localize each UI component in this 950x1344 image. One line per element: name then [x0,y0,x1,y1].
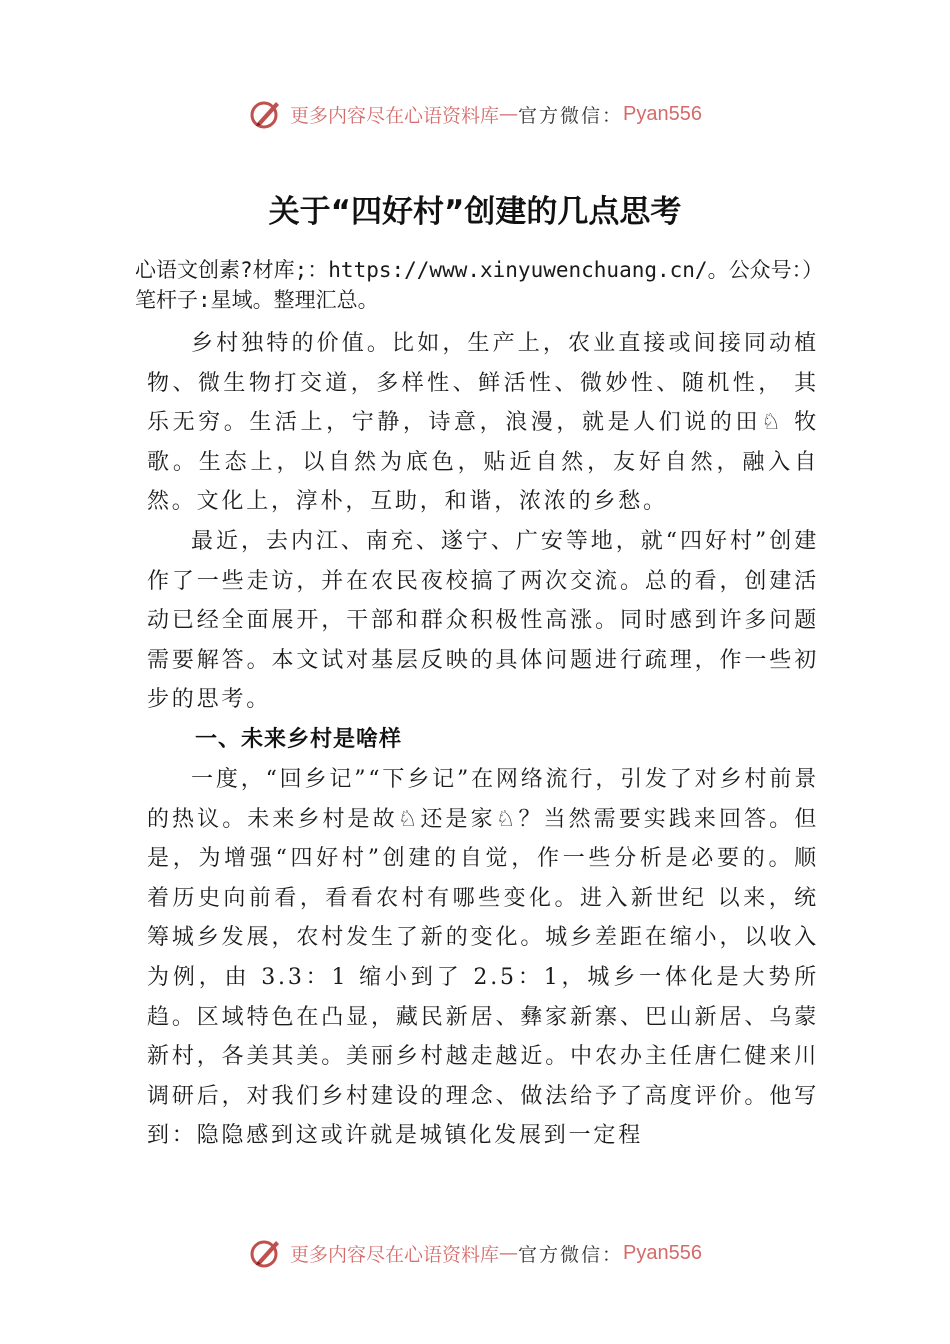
paragraph: 最近，去内江、南充、遂宁、广安等地，就“四好村”创建作了一些走访，并在农民夜校搞了两次交流。总的看，创建活动已经全面展开，干部和群众积极性高涨。同时感到许多问题需要解答。本文试对基层反映的具体问题进行疏理，作一些初步的思考。 [147,528,819,713]
banner-wechat-id: Pyan556 [623,1241,702,1264]
pen-seal-logo-icon [248,1235,284,1271]
page-title: 关于“四好村”创建的几点思考 [268,194,682,230]
document-body [147,324,819,1156]
banner-wechat-label: 官方微信： [518,104,624,127]
pen-seal-logo-icon [248,96,284,132]
banner-separator: — [499,1242,519,1264]
banner-main-text: 更多内容尽在心语资料库 [290,104,500,127]
paragraph: 乡村独特的价值。比如，生产上，农业直接或间接同动植物、微生物打交道，多样性、鲜活性、微妙性、随机性， 其乐无穷。生活上，宁静，诗意，浪漫，就是人们说的田♘ 牧歌。生态上，以自然为底色，贴近自然，友好自然，融入自然。文化上，淳朴，互助，和谐，浓浓的乡愁。 [147,331,819,515]
bottom-banner [0,1233,950,1273]
banner-separator: — [499,103,519,125]
source-line: 心语文创素?材库;：https://www.xinyuwenchuang.cn/。公众号：）笔杆子:星域。整理汇总。 [135,258,824,312]
paragraph: 一度，“回乡记”“下乡记”在网络流行，引发了对乡村前景的热议。未来乡村是故♘还是家♘？当然需要实践来回答。但是，为增强“四好村”创建的自觉，作一些分析是必要的。顺着历史向前看，看看农村有哪些变化。进入新世纪 以来，统筹城乡发展，农村发生了新的变化。城乡差距在缩小，以收入为例，由 3.3：1 缩小到了 2.5：1，城乡一体化是大势所趋。区域特色在凸显，藏民新居、彝家新寨、巴山新居、乌蒙新村，各美其美。美丽乡村越走越近。中农办主任唐仁健来川调研后，对我们乡村建设的理念、做法给予了高度评价。他写到：隐隐感到这或许就是城镇化发展到一定程 [147,766,819,1149]
banner-main-text: 更多内容尽在心语资料库 [290,1243,500,1266]
top-banner [0,94,950,134]
banner-wechat-id: Pyan556 [623,102,702,125]
banner-wechat-label: 官方微信： [518,1243,624,1266]
section-heading: 一、未来乡村是啥样 [195,726,403,752]
